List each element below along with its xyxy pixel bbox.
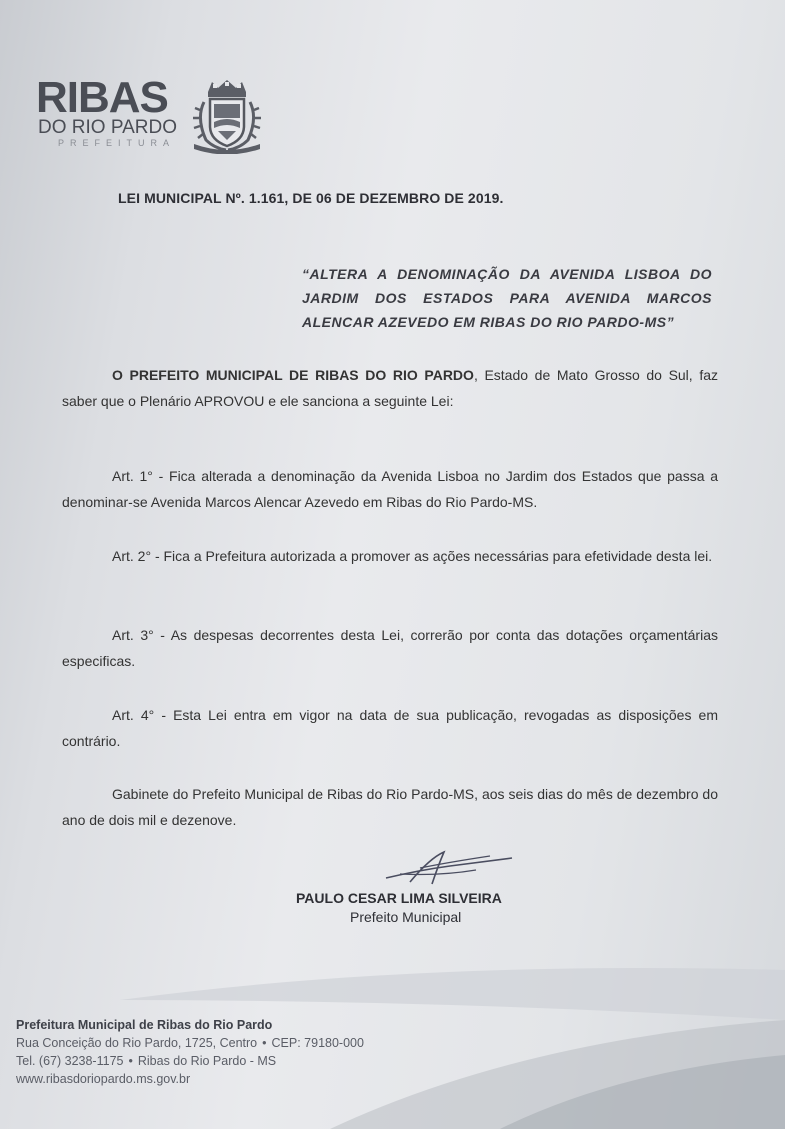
preamble-text: , Estado de Mato Grosso do Sul, faz saber que o Plenário APROVOU e ele sanciona a seguinte Lei: bbox=[62, 367, 718, 409]
article-1-label: Art. 1° bbox=[112, 468, 153, 484]
footer-cep: CEP: 79180-000 bbox=[271, 1036, 364, 1050]
preamble bbox=[62, 362, 718, 414]
footer-organization: Prefeitura Municipal de Ribas do Rio Pardo bbox=[16, 1018, 273, 1032]
law-summary: “ALTERA A DENOMINAÇÃO DA AVENIDA LISBOA DO JARDIM DOS ESTADOS PARA AVENIDA MARCOS ALENCAR AZEVEDO EM RIBAS DO RIO PARDO-MS” bbox=[302, 266, 712, 330]
municipal-logo bbox=[36, 73, 281, 156]
letterhead-footer bbox=[16, 1016, 364, 1088]
footer-bullet: • bbox=[262, 1036, 267, 1050]
signatory-name: PAULO CESAR LIMA SILVEIRA bbox=[296, 890, 502, 906]
article-3-label: Art. 3° bbox=[112, 627, 154, 643]
logo-wordmark: RIBAS bbox=[36, 73, 168, 122]
coat-of-arms-icon bbox=[186, 78, 268, 154]
article-2-text: - Fica a Prefeitura autorizada a promover as ações necessárias para efetividade desta lei. bbox=[151, 548, 713, 564]
article-3-text: - As despesas decorrentes desta Lei, correrão por conta das dotações orçamentárias especificas. bbox=[62, 627, 718, 669]
footer-address-line bbox=[16, 1034, 364, 1052]
article-4 bbox=[62, 702, 718, 754]
closing-paragraph bbox=[62, 781, 718, 833]
footer-address: Rua Conceição do Rio Pardo, 1725, Centro bbox=[16, 1036, 258, 1050]
footer-city: Ribas do Rio Pardo - MS bbox=[137, 1054, 277, 1068]
signatory-role: Prefeito Municipal bbox=[350, 909, 462, 925]
logo-subtitle: DO RIO PARDO bbox=[38, 117, 177, 138]
article-1-text: - Fica alterada a denominação da Avenida Lisboa no Jardim dos Estados que passa a denominar-se Avenida Marcos Alencar Azevedo em Ribas do Rio Pardo-MS. bbox=[62, 468, 719, 510]
footer-website: www.ribasdoriopardo.ms.gov.br bbox=[16, 1072, 191, 1086]
article-2 bbox=[62, 543, 718, 569]
article-1 bbox=[62, 463, 718, 515]
footer-bullet: • bbox=[128, 1054, 133, 1068]
article-2-label: Art. 2° bbox=[112, 548, 152, 564]
preamble-authority: O PREFEITO MUNICIPAL DE RIBAS DO RIO PARDO bbox=[112, 367, 474, 383]
article-4-text: - Esta Lei entra em vigor na data de sua publicação, revogadas as disposições em contrário. bbox=[62, 707, 718, 749]
logo-tagline: PREFEITURA bbox=[58, 138, 176, 148]
closing-text: Gabinete do Prefeito Municipal de Ribas do Rio Pardo-MS, aos seis dias do mês de dezembro do ano de dois mil e dezenove. bbox=[62, 786, 718, 828]
footer-phone: Tel. (67) 3238-1175 bbox=[16, 1054, 124, 1068]
article-4-label: Art. 4° bbox=[112, 707, 155, 723]
handwritten-signature bbox=[380, 848, 520, 888]
footer-contact-line bbox=[16, 1052, 364, 1070]
article-3 bbox=[62, 622, 718, 674]
law-title: LEI MUNICIPAL Nº. 1.161, DE 06 DE DEZEMBRO DE 2019. bbox=[118, 190, 504, 206]
